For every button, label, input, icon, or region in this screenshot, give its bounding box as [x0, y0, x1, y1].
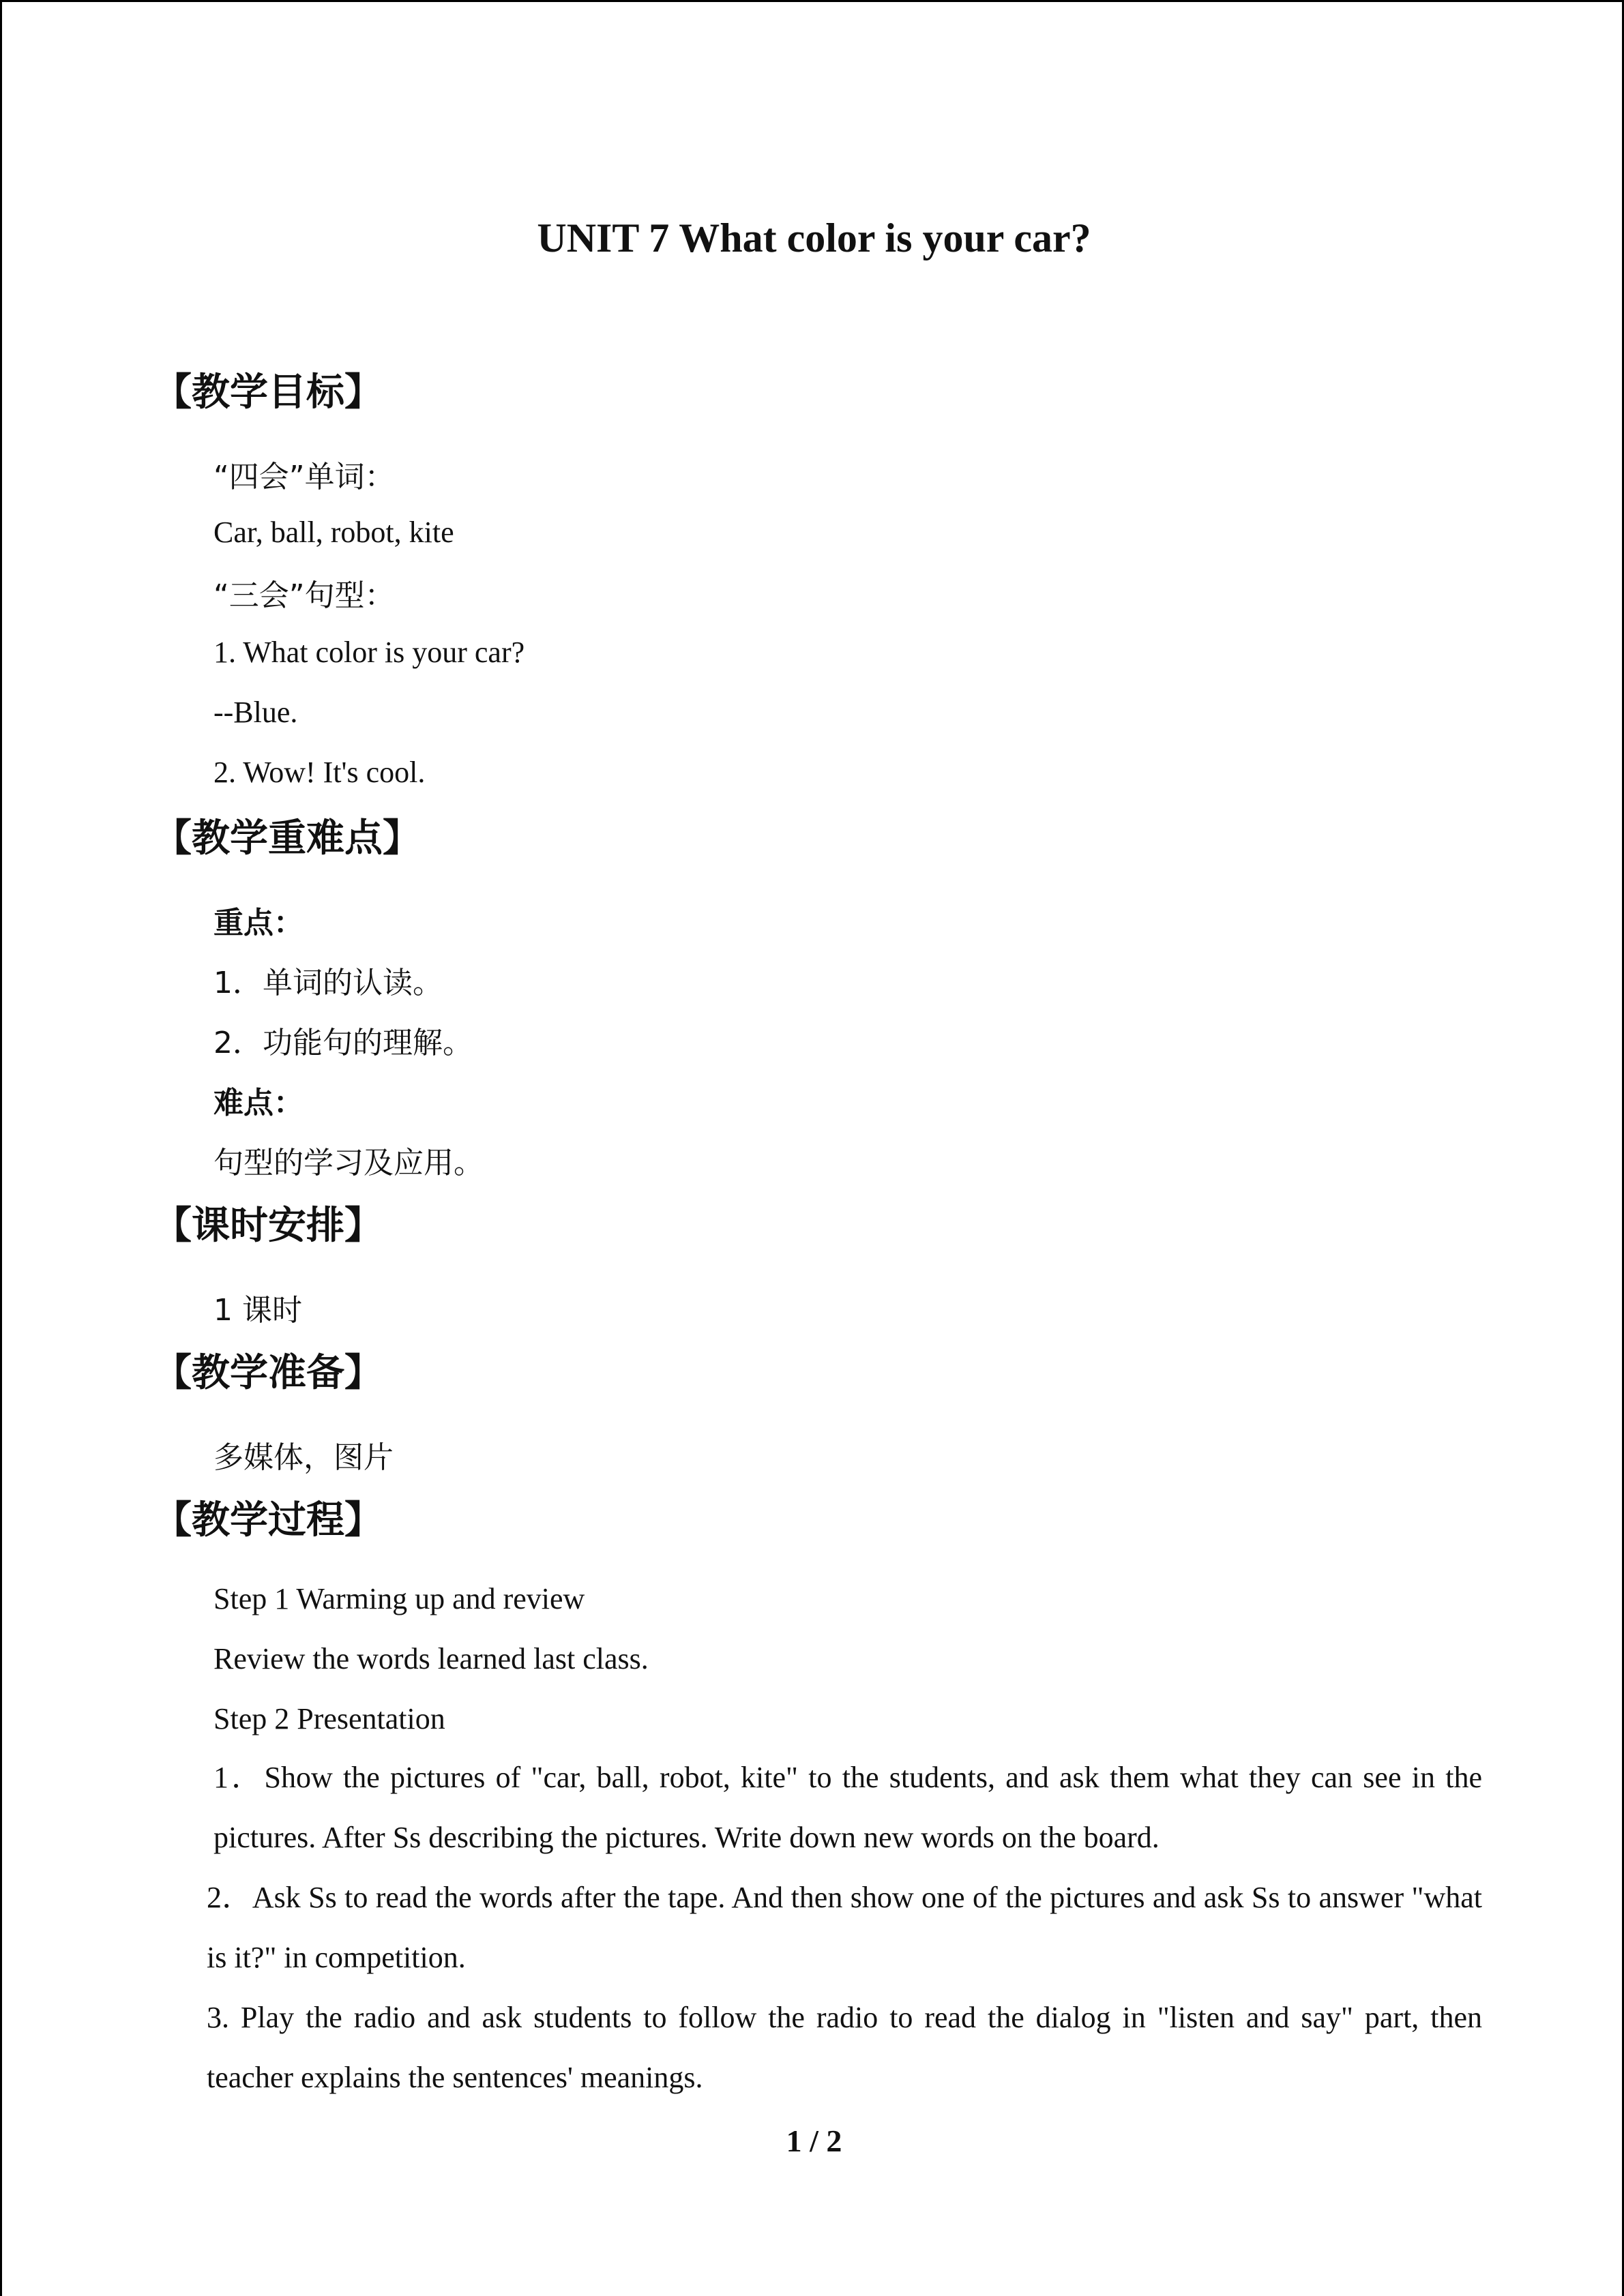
- key-points-line-5: 句型的学习及应用。: [213, 1146, 484, 1180]
- process-paragraph-3: 3. Play the radio and ask students to follow the radio to read the dialog in "listen and say" part, then teacher explains the sentences' meanings.: [207, 2001, 1482, 2094]
- section-heading-preparation: 【教学准备】: [153, 1351, 383, 1395]
- objectives-line-4: 1. What color is your car?: [213, 636, 525, 669]
- key-points-line-3: 2．功能句的理解。: [213, 1026, 473, 1060]
- section-heading-schedule: 【课时安排】: [153, 1204, 383, 1248]
- process-line-1: Step 1 Warming up and review: [213, 1582, 585, 1615]
- document-title: UNIT 7 What color is your car?: [537, 215, 1091, 260]
- objectives-line-1: “四会”单词：: [213, 460, 395, 494]
- process-line-3: Step 2 Presentation: [213, 1702, 445, 1735]
- process-paragraph-1: 1．Show the pictures of "car, ball, robot, kite" to the students, and ask them what they can see in the pictures. After Ss describing the pictures. Write down new words on the board.: [213, 1761, 1482, 1854]
- schedule-line-1: 1 课时: [213, 1293, 302, 1328]
- key-points-line-1: 重点：: [213, 906, 304, 940]
- objectives-line-5: --Blue.: [213, 696, 298, 729]
- page-number: 1 / 2: [786, 2123, 842, 2158]
- process-paragraph-2: 2．Ask Ss to read the words after the tape. And then show one of the pictures and ask Ss to answer "what is it?" in competition.: [207, 1881, 1482, 1974]
- section-heading-objectives: 【教学目标】: [153, 370, 383, 415]
- objectives-line-3: “三会”句型：: [213, 578, 395, 613]
- objectives-line-2: Car, ball, robot, kite: [213, 516, 454, 549]
- objectives-line-6: 2. Wow! It's cool.: [213, 756, 426, 789]
- preparation-line-1: 多媒体，图片: [213, 1440, 394, 1475]
- process-line-2: Review the words learned last class.: [213, 1642, 649, 1675]
- key-points-line-2: 1．单词的认读。: [213, 966, 443, 1000]
- section-heading-process: 【教学过程】: [153, 1498, 383, 1542]
- section-heading-key-points: 【教学重难点】: [153, 816, 421, 861]
- key-points-line-4: 难点：: [213, 1086, 304, 1120]
